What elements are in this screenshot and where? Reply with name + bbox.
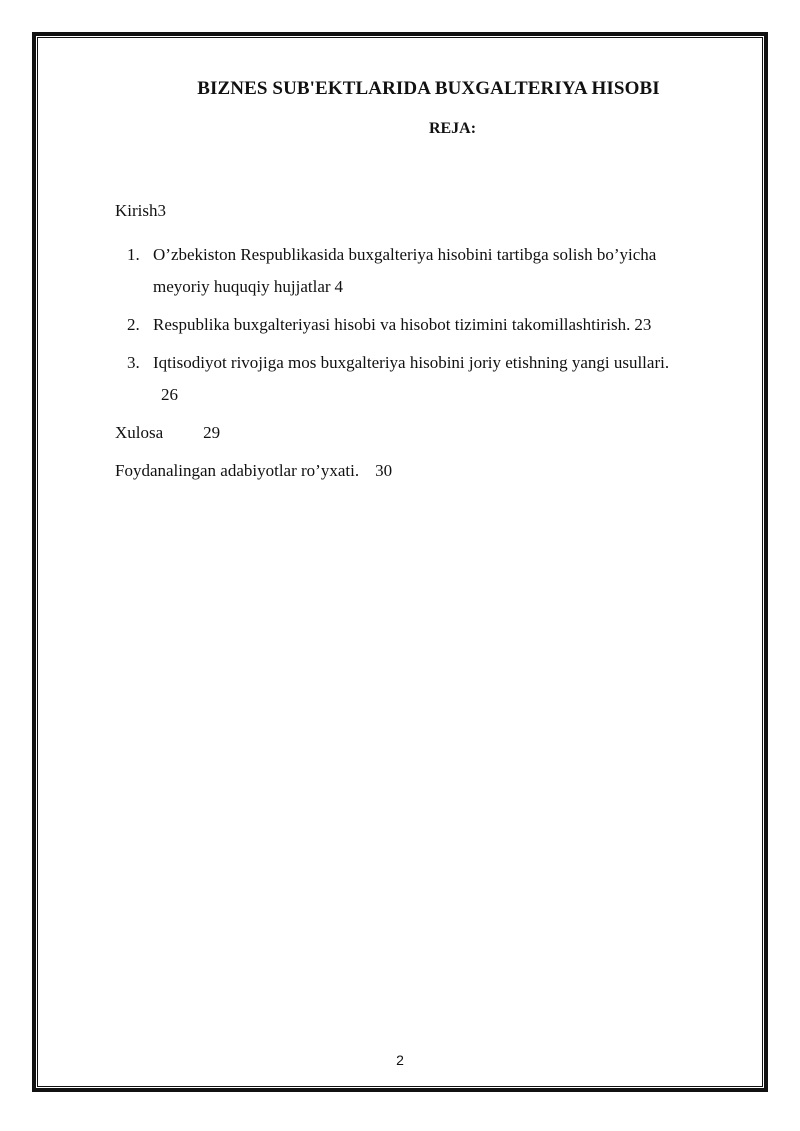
toc-entry-number: 3. <box>127 353 140 372</box>
toc-entry-text: Respublika buxgalteriyasi hisobi va hisobot tizimini takomillashtirish. <box>153 315 631 334</box>
toc-entry-2[interactable] <box>115 309 735 341</box>
toc-entry-page: 4 <box>334 277 344 296</box>
toc-entry-page: 26 <box>161 385 178 404</box>
toc-intro-label: Kirish <box>115 201 158 220</box>
toc-entry-3[interactable] <box>115 347 735 411</box>
toc-entry-conclusion[interactable] <box>115 417 735 449</box>
toc-entry-1[interactable] <box>115 239 735 303</box>
plan-heading: REJA: <box>428 120 477 137</box>
toc-conclusion-label: Xulosa <box>115 423 164 442</box>
page-number: 2 <box>396 1052 404 1068</box>
table-of-contents <box>115 195 735 487</box>
toc-entry-page: 23 <box>634 315 652 334</box>
toc-entry-number: 1. <box>127 245 140 264</box>
toc-entry-text: Iqtisodiyot rivojiga mos buxgalteriya hisobini joriy etishning yangi usullari. <box>153 353 670 372</box>
toc-references-label: Foydanalingan adabiyotlar ro’yxati. <box>115 461 360 480</box>
toc-entry-text: O’zbekiston Respublikasida buxgalteriya hisobini tartibga solish bo’yicha <box>153 245 657 264</box>
toc-entry-references[interactable] <box>115 455 735 487</box>
toc-intro-page: 3 <box>157 201 166 220</box>
toc-entry-text: meyoriy huquqiy hujjatlar <box>153 277 331 296</box>
document-title: BIZNES SUB'EKTLARIDA BUXGALTERIYA HISOBI <box>197 78 660 99</box>
toc-conclusion-page: 29 <box>203 423 221 442</box>
toc-references-page: 30 <box>375 461 393 480</box>
toc-entry-number: 2. <box>127 315 140 334</box>
toc-entry-intro[interactable] <box>115 195 735 227</box>
